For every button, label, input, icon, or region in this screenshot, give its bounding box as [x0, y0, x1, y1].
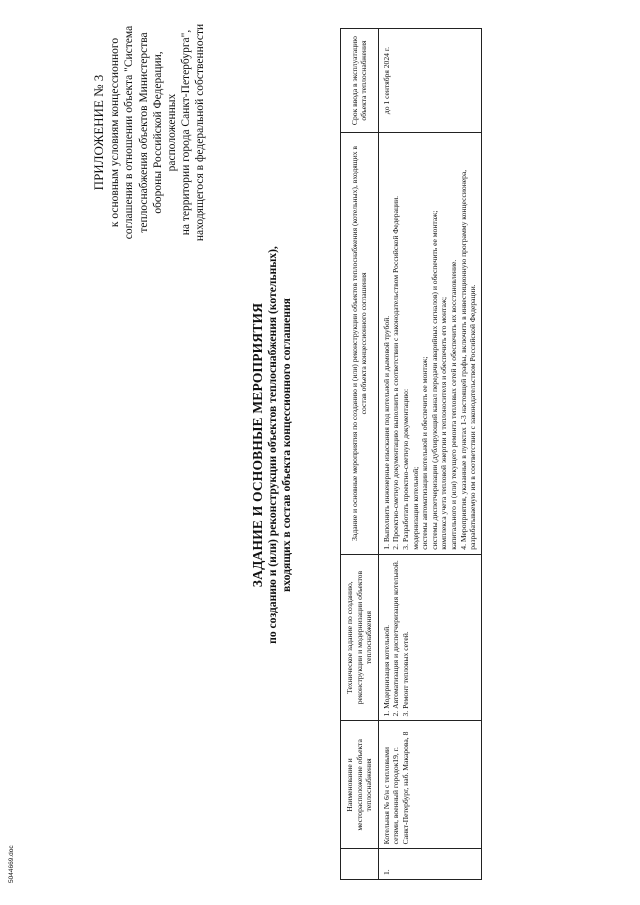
- row-tasks: [378, 133, 481, 555]
- appendix-line: на территории города Санкт-Петербурга",: [180, 29, 193, 236]
- document-filename: 5044669.doc: [8, 845, 15, 883]
- appendix-line: к основным условиям концессионного: [109, 37, 122, 228]
- list-item: 4. Мероприятия, указанные в пунктах 1-3 настоящей графы, включить в инвестиционную программу концессионера, разрабатываемую им в соответствии с законодательством Российской Федерации.: [458, 169, 478, 550]
- row-name: Котельная № 6/н с тепловыми сетями, военный городок19, г. Санкт-Петербург, наб. Макарова, 8: [378, 721, 481, 849]
- document-title: [250, 225, 294, 665]
- table-row: [378, 29, 481, 880]
- appendix-line: находящегося в федеральной собственности: [194, 23, 207, 242]
- title-sub: по созданию и (или) реконструкции объектов теплоснабжения (котельных),: [266, 246, 279, 644]
- tasks-table: [340, 28, 482, 880]
- table-header-row: [341, 29, 379, 880]
- row-tech: [378, 554, 481, 721]
- list-item: системы диспетчеризации (дублирующий канал передачи аварийных сигналов) и обеспечить ее монтаж;: [429, 210, 439, 550]
- list-item: 1. Выполнить инженерные изыскания под котельной и дымовой трубой.: [381, 315, 391, 550]
- list-item: 2. Автоматизация и диспетчеризация котельной.: [391, 560, 401, 717]
- list-item: 1. Модернизация котельной.: [381, 624, 391, 717]
- header-term: Срок ввода в эксплуатацию объекта теплоснабжения: [341, 29, 379, 133]
- list-item: 2. Проектно-сметную документацию выполнить в соответствии с законодательством Российской Федерации.: [391, 195, 401, 550]
- header-num: [341, 849, 379, 880]
- header-tech: Техническое задание по созданию, реконструкции и модернизации объектов теплоснабжения: [341, 554, 379, 721]
- row-term: до 1 сентября 2024 г.: [378, 29, 481, 133]
- appendix-line: теплоснабжения объектов Министерства: [137, 32, 150, 233]
- list-item: системы автоматизации котельной и обеспечить ее монтаж;: [420, 356, 430, 550]
- header-name: Наименование и месторасположение объекта теплоснабжения: [341, 721, 379, 849]
- appendix-header: [92, 20, 208, 245]
- title-main: ЗАДАНИЕ И ОСНОВНЫЕ МЕРОПРИЯТИЯ: [250, 302, 265, 588]
- appendix-line: обороны Российской Федерации, расположенных: [151, 51, 179, 214]
- list-item: комплекса учета тепловой энергии и теплоносителя и обеспечить его монтаж;: [439, 296, 449, 550]
- appendix-number: ПРИЛОЖЕНИЕ № 3: [91, 74, 106, 191]
- appendix-line: соглашения в отношении объекта "Система: [123, 25, 136, 240]
- list-item: модернизации котельной;: [410, 466, 420, 550]
- tech-list: [382, 559, 411, 717]
- row-num: 1.: [378, 849, 481, 880]
- tasks-list: [382, 137, 478, 550]
- list-item: 3. Ремонт тепловых сетей.: [400, 631, 410, 717]
- list-item: капитального и (или) текущего ремонта тепловых сетей и обеспечить их восстановление.: [448, 259, 458, 550]
- header-tasks: Задание и основные мероприятия по созданию и (или) реконструкции объектов теплоснабжения (котельных), входящих в состав объекта концессионного соглашения: [341, 133, 379, 555]
- list-item: 3. Разработать проектно-сметную документацию:: [400, 388, 410, 550]
- title-sub: входящих в состав объекта концессионного соглашения: [280, 298, 293, 592]
